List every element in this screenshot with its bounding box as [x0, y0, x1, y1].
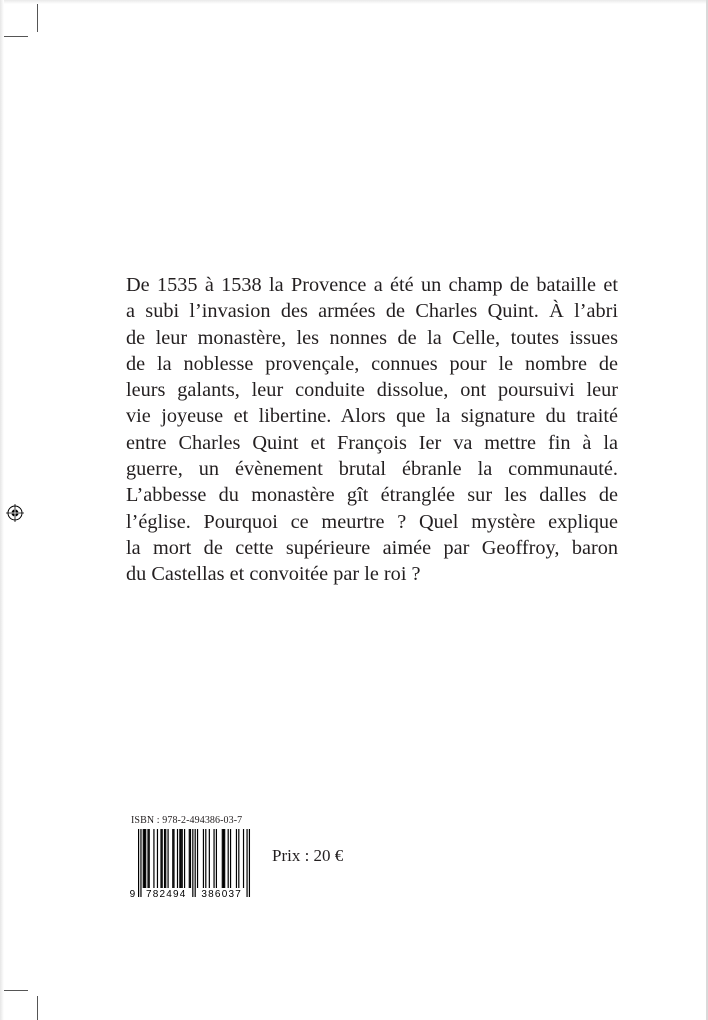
barcode-digits: 386037 — [201, 889, 242, 899]
barcode-bar — [145, 829, 146, 888]
barcode-guard-bar — [192, 829, 193, 897]
barcode-bar — [203, 829, 204, 888]
blurb-line: la mort de cette supérieure aimée par Geoffroy, baron — [126, 536, 618, 559]
barcode-guard-bar — [249, 829, 250, 897]
blurb-line: de la noblesse provençale, connues pour le nombre de — [126, 352, 618, 375]
barcode-bar — [165, 829, 166, 888]
registration-mark-icon — [6, 504, 24, 522]
barcode-bar — [153, 829, 154, 888]
barcode-bar — [238, 829, 239, 888]
barcode-digits: 9 — [129, 889, 137, 899]
barcode-guard-bar — [138, 829, 139, 897]
barcode-bar — [213, 829, 214, 888]
barcode-bar — [179, 829, 180, 888]
blurb-line: l’église. Pourquoi ce meurtre ? Quel mystère explique — [126, 510, 618, 533]
barcode-bar — [184, 829, 185, 888]
barcode-bar — [223, 829, 224, 888]
barcode-bar — [228, 829, 229, 888]
page-edge-top — [0, 0, 708, 4]
barcode-bar — [189, 829, 190, 888]
isbn-label: ISBN : 978-2-494386-03-7 — [131, 815, 243, 826]
crop-mark-top-horizontal — [4, 36, 28, 37]
blurb-line: a subi l’invasion des armées de Charles Quint. À l’abri — [126, 300, 618, 323]
blurb-line: L’abbesse du monastère gît étranglée sur les dalles de — [126, 484, 618, 507]
barcode-bar — [216, 829, 217, 888]
barcode-bar — [149, 829, 150, 888]
page-edge-left — [0, 0, 4, 1020]
barcode-bar — [236, 829, 237, 888]
blurb-line: du Castellas et convoitée par le roi ? — [126, 563, 421, 586]
blurb-line: entre Charles Quint et François Ier va mettre fin à la — [126, 431, 618, 454]
blurb-line: de leur monastère, les nonnes de la Celle, toutes issues — [126, 326, 618, 349]
price-label: Prix : 20 € — [272, 846, 344, 865]
blurb-line: vie joyeuse et libertine. Alors que la signature du traité — [126, 405, 618, 428]
barcode-bar — [222, 829, 223, 888]
barcode-guard-bar — [246, 829, 247, 897]
barcode-bar — [177, 829, 178, 888]
barcode-bar — [162, 829, 163, 888]
barcode-bar — [180, 829, 181, 888]
barcode-bar — [147, 829, 148, 888]
barcode-bar — [190, 829, 191, 888]
barcode-guard-bar — [140, 829, 141, 897]
barcode-bar — [157, 829, 158, 888]
blurb-line: guerre, un évènement brutal ébranle la communauté. — [126, 458, 618, 481]
barcode-bar — [143, 829, 144, 888]
crop-mark-bottom-horizontal — [4, 990, 28, 991]
barcode-digits: 782494 — [146, 889, 187, 899]
barcode-bar — [205, 829, 206, 888]
barcode-bar — [173, 829, 174, 888]
blurb-line: leurs galants, leur conduite dissolue, ont poursuivi leur — [126, 379, 618, 402]
barcode-bar — [209, 829, 210, 888]
crop-mark-bottom-vertical — [37, 996, 38, 1020]
barcode-bar — [224, 829, 225, 888]
barcode-bar — [167, 829, 168, 888]
barcode-bar — [243, 829, 244, 888]
barcode-guard-bar — [195, 829, 196, 897]
back-cover-blurb — [126, 272, 618, 588]
barcode-bar — [197, 829, 198, 888]
barcode-bar — [172, 829, 173, 888]
blurb-line: De 1535 à 1538 la Provence a été un champ de bataille et — [126, 274, 618, 296]
barcode-bar — [164, 829, 165, 888]
isbn-barcode — [129, 829, 254, 899]
barcode-bar — [230, 829, 231, 888]
crop-mark-top-vertical — [37, 4, 38, 32]
barcode-bar — [160, 829, 161, 888]
barcode-bar — [144, 829, 145, 888]
barcode-bar — [182, 829, 183, 888]
